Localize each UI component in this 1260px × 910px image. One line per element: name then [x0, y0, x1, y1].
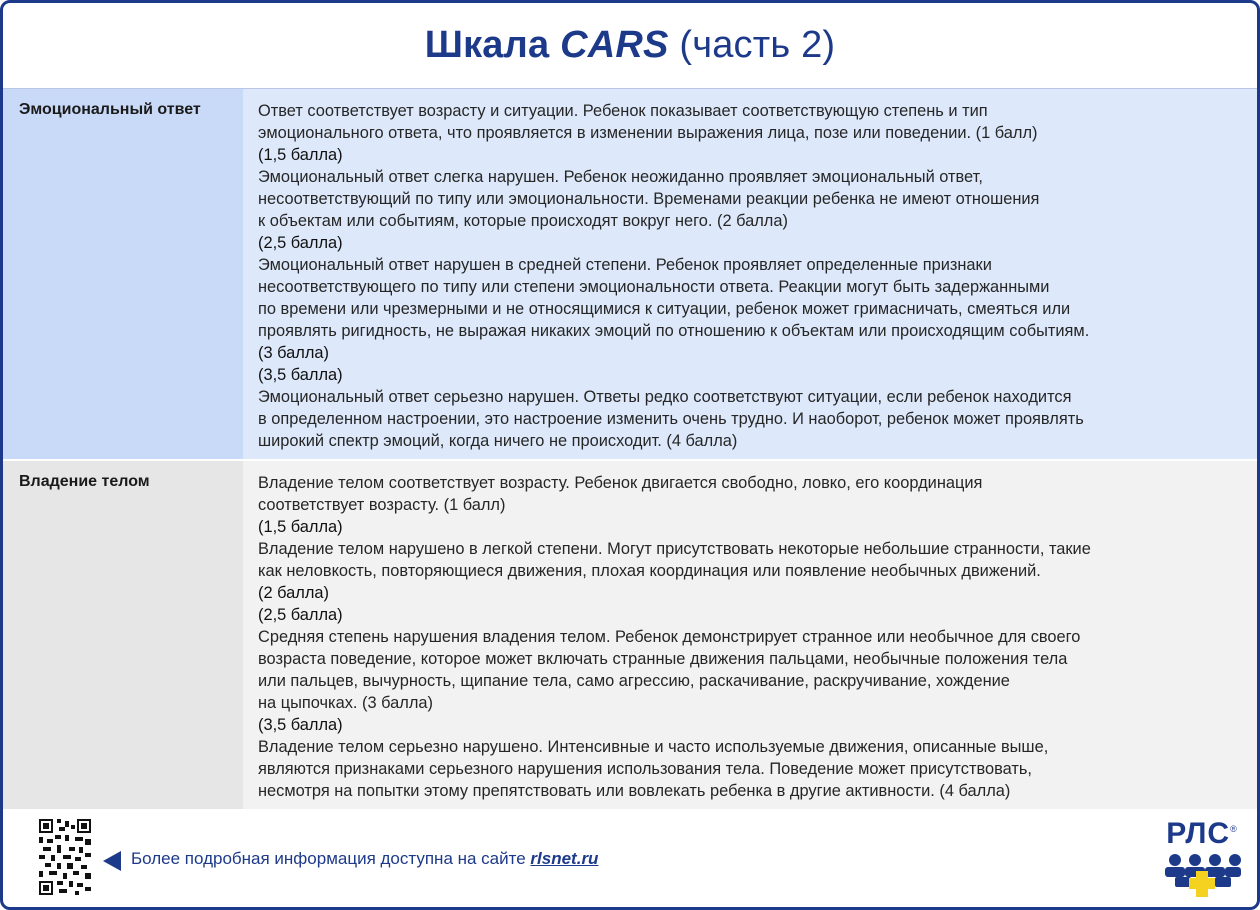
footer [3, 803, 1257, 907]
section-emotional-response [3, 89, 1257, 459]
title-bar [3, 3, 1257, 89]
logo-text: РЛС® [1166, 817, 1238, 850]
footer-info: Более подробная информация доступна на сайте rlsnet.ru [131, 849, 599, 868]
section-label: Эмоциональный ответ [3, 89, 243, 459]
page-title: Шкала CARS (часть 2) [424, 24, 836, 66]
section-label: Владение телом [3, 461, 243, 809]
section-description: Ответ соответствует возрасту и ситуации. Ребенок показывает соответствующую степень и тип эмоционального ответа, что проявляется в изменении выражения лица, позе или поведении. (1 балл) (1,5 балла) Эмоциональный ответ слегка нарушен. Ребенок неожиданно проявляет эмоциональный ответ, несоответствующий по типу или эмоциональности. Временами реакции ребенка не имеют отношения к объектам или событиям, которые происходят вокруг него. (2 балла) (2,5 балла) Эмоциональный ответ нарушен в средней степени. Ребенок проявляет определенные признаки несоответствующего по типу или степени эмоциональности ответа. Реакции могут быть задержанными по времени или чрезмерными и не относящимися к ситуации, ребенок может гримасничать, смеяться или проявлять ригидность, не выражая никаких эмоций по отношению к объектам или происходящим событиям. (3 балла) (3,5 балла) Эмоциональный ответ серьезно нарушен. Ответы редко соответствуют ситуации, если ребенок находится в определенном настроении, это настроение изменить очень трудно. И наоборот, ребенок может проявлять широкий спектр эмоций, когда ничего не происходит. (4 балла) [243, 89, 1257, 459]
site-link[interactable]: rlsnet.ru [530, 849, 599, 868]
qr-code-icon[interactable] [39, 819, 91, 895]
logo-figures-icon [1161, 853, 1243, 897]
rls-logo[interactable] [1161, 817, 1243, 897]
section-body-use [3, 461, 1257, 809]
arrow-left-icon [103, 851, 121, 871]
section-description: Владение телом соответствует возрасту. Ребенок двигается свободно, ловко, его координация соответствует возрасту. (1 балл) (1,5 балла) Владение телом нарушено в легкой степени. Могут присутствовать некоторые небольшие странности, такие как неловкость, повторяющиеся движения, плохая координация или появление необычных движений. (2 балла) (2,5 балла) Средняя степень нарушения владения телом. Ребенок демонстрирует странное или необычное для своего возраста поведение, которое может включать странные движения пальцами, необычные положения тела или пальцев, вычурность, щипание тела, само агрессию, раскачивание, раскручивание, хождение на цыпочках. (3 балла) (3,5 балла) Владение телом серьезно нарушено. Интенсивные и часто используемые движения, описанные выше, являются признаками серьезного нарушения использования тела. Поведение может присутствовать, несмотря на попытки этому препятствовать или вовлекать ребенка в другие активности. (4 балла) [243, 461, 1257, 809]
